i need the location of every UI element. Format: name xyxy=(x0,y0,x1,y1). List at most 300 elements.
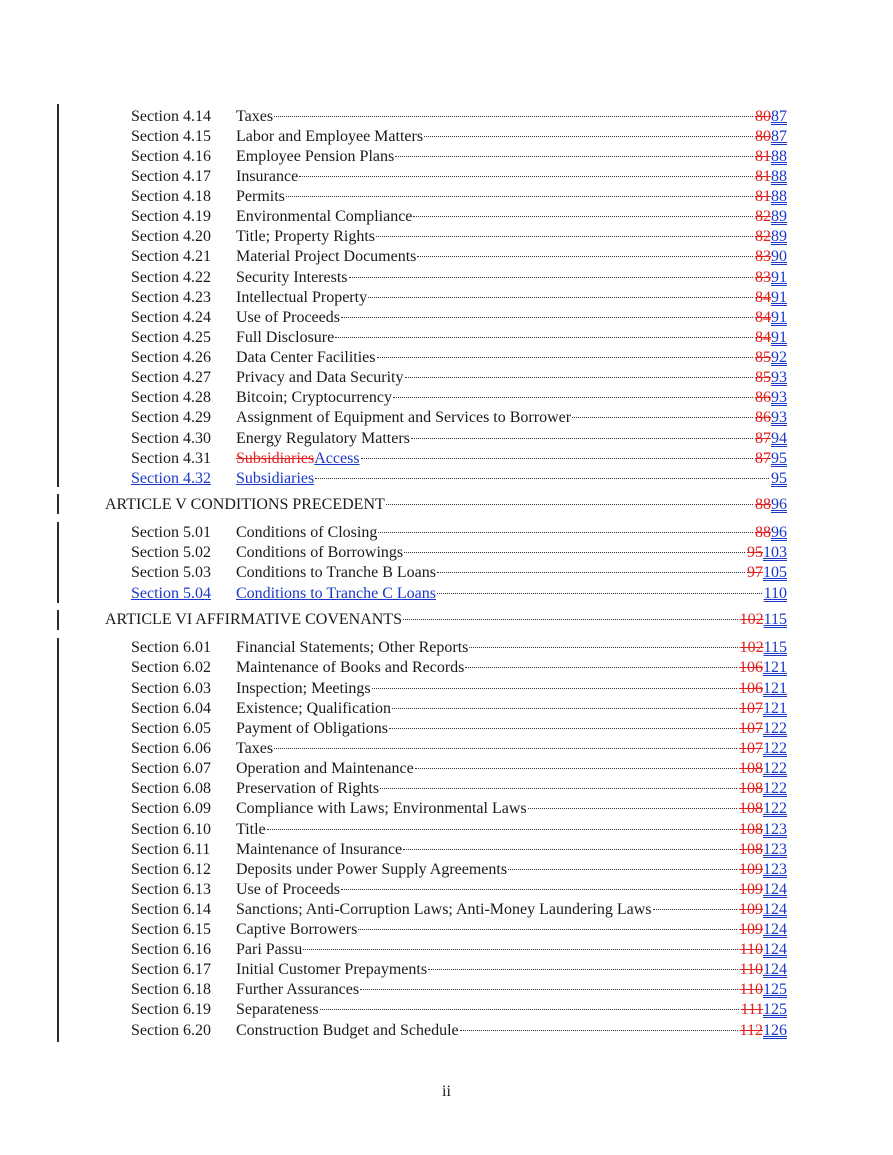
old-page-number: 108 xyxy=(739,821,763,838)
section-number: Section 6.07 xyxy=(131,760,211,777)
entry-title: Taxes xyxy=(236,108,274,125)
change-bar xyxy=(57,494,59,514)
section-number: Section 6.02 xyxy=(131,659,211,676)
toc-section-entry[interactable] xyxy=(131,759,787,779)
dot-leader xyxy=(392,708,737,709)
page-reference xyxy=(755,429,787,449)
old-page-number: 84 xyxy=(755,309,771,326)
toc-section-entry[interactable] xyxy=(131,127,787,147)
toc-section-entry[interactable] xyxy=(131,900,787,920)
old-page-number: 81 xyxy=(755,168,771,185)
toc-section-entry[interactable] xyxy=(131,719,787,739)
new-page-number: 89 xyxy=(771,228,787,245)
page-reference xyxy=(740,638,787,658)
entry-title: Taxes xyxy=(236,740,274,757)
page-reference xyxy=(741,1000,787,1020)
toc-section-entry[interactable] xyxy=(131,563,787,583)
dot-leader xyxy=(380,788,737,789)
dot-leader xyxy=(377,357,753,358)
old-page-number: 111 xyxy=(740,1001,763,1018)
old-page-number: 82 xyxy=(755,208,771,225)
entry-title: Preservation of Rights xyxy=(236,780,380,797)
page-reference xyxy=(747,543,787,563)
entry-title: Construction Budget and Schedule xyxy=(236,1022,459,1039)
new-page-number: 93 xyxy=(771,409,787,426)
dot-leader xyxy=(267,829,737,830)
new-page-number: 95 xyxy=(771,450,787,467)
dot-leader xyxy=(389,728,737,729)
new-page-number: 123 xyxy=(763,821,787,838)
section-number: Section 6.03 xyxy=(131,680,211,697)
page-reference xyxy=(740,940,787,960)
entry-title: Conditions to Tranche B Loans xyxy=(236,564,437,581)
new-page-number: 122 xyxy=(763,740,787,757)
toc-section-entry[interactable] xyxy=(131,523,787,543)
new-page-number: 88 xyxy=(771,148,787,165)
new-page-number: 96 xyxy=(771,524,787,541)
new-page-number: 92 xyxy=(771,349,787,366)
old-page-number: 84 xyxy=(755,289,771,306)
entry-title: ARTICLE VI AFFIRMATIVE COVENANTS xyxy=(105,611,402,628)
entry-title: Separateness xyxy=(236,1001,319,1018)
entry-title: Bitcoin; Cryptocurrency xyxy=(236,389,392,406)
toc-section-entry[interactable] xyxy=(131,408,787,428)
dot-leader xyxy=(303,949,737,950)
page-reference xyxy=(740,980,787,1000)
section-number: Section 5.02 xyxy=(131,544,211,561)
old-page-number: 107 xyxy=(739,720,763,737)
dot-leader xyxy=(335,337,753,338)
page-reference xyxy=(755,368,787,388)
entry-title: Financial Statements; Other Reports xyxy=(236,639,469,656)
dot-leader xyxy=(572,417,753,418)
entry-title: Further Assurances xyxy=(236,981,360,998)
section-number: Section 4.18 xyxy=(131,188,211,205)
entry-title: Title; Property Rights xyxy=(236,228,375,245)
new-page-number: 95 xyxy=(771,470,787,487)
new-page-number: 88 xyxy=(771,168,787,185)
toc-section-entry[interactable] xyxy=(131,799,787,819)
dot-leader xyxy=(437,572,745,573)
old-page-number: 88 xyxy=(755,524,771,541)
page-reference xyxy=(740,1021,787,1041)
page-reference xyxy=(740,610,787,630)
dot-leader xyxy=(395,156,753,157)
entry-title: Compliance with Laws; Environmental Laws xyxy=(236,800,527,817)
entry-title: Assignment of Equipment and Services to Borrower xyxy=(236,409,572,426)
page-reference xyxy=(739,820,787,840)
old-page-number: 86 xyxy=(755,389,771,406)
entry-title: Employee Pension Plans xyxy=(236,148,395,165)
toc-section-entry[interactable] xyxy=(131,247,787,267)
page-reference xyxy=(739,779,787,799)
toc-section-entry[interactable] xyxy=(131,288,787,308)
entry-title: Maintenance of Books and Records xyxy=(236,659,465,676)
dot-leader xyxy=(469,647,737,648)
toc-section-entry[interactable] xyxy=(131,658,787,678)
section-number: Section 6.04 xyxy=(131,700,211,717)
change-bar xyxy=(57,610,59,630)
entry-title: Permits xyxy=(236,188,285,205)
section-number: Section 4.27 xyxy=(131,369,211,386)
section-number: Section 6.11 xyxy=(131,841,211,858)
page-reference xyxy=(755,523,787,543)
dot-leader xyxy=(378,532,753,533)
old-page-number: 106 xyxy=(739,659,763,676)
dot-leader xyxy=(349,277,753,278)
page-reference xyxy=(755,207,787,227)
entry-title: Material Project Documents xyxy=(236,248,417,265)
dot-leader xyxy=(360,989,738,990)
entry-title: ARTICLE V CONDITIONS PRECEDENT xyxy=(105,496,385,513)
dot-leader xyxy=(653,909,738,910)
old-page-number: 80 xyxy=(755,128,771,145)
toc-section-entry[interactable] xyxy=(131,308,787,328)
page-reference xyxy=(739,699,787,719)
toc-section-entry[interactable] xyxy=(131,207,787,227)
entry-title: Initial Customer Prepayments xyxy=(236,961,428,978)
new-page-number: 88 xyxy=(771,188,787,205)
page-reference xyxy=(755,187,787,207)
page-reference xyxy=(755,127,787,147)
toc-section-entry[interactable] xyxy=(131,268,787,288)
toc-section-entry[interactable] xyxy=(131,543,787,563)
dot-leader xyxy=(460,1030,738,1031)
entry-title: Use of Proceeds xyxy=(236,881,340,898)
dot-leader xyxy=(393,397,753,398)
new-page-number: 124 xyxy=(763,901,787,918)
toc-section-entry[interactable] xyxy=(131,1021,787,1041)
entry-title: Deposits under Power Supply Agreements xyxy=(236,861,508,878)
section-number: Section 6.13 xyxy=(131,881,211,898)
dot-leader xyxy=(358,929,737,930)
page-reference xyxy=(755,408,787,428)
toc-section-entry[interactable] xyxy=(131,187,787,207)
page-reference xyxy=(755,449,787,469)
new-page-number: 115 xyxy=(763,611,787,628)
new-page-number: 121 xyxy=(763,700,787,717)
old-page-number: 108 xyxy=(739,780,763,797)
page-reference xyxy=(747,563,787,583)
old-page-number: 81 xyxy=(755,188,771,205)
section-number: Section 5.03 xyxy=(131,564,211,581)
toc-section-entry[interactable] xyxy=(131,328,787,348)
entry-title: Environmental Compliance xyxy=(236,208,413,225)
old-page-number: 85 xyxy=(755,349,771,366)
toc-section-entry[interactable] xyxy=(131,147,787,167)
entry-title: Conditions to Tranche C Loans xyxy=(236,585,437,602)
page-reference xyxy=(739,799,787,819)
new-page-number: 93 xyxy=(771,369,787,386)
old-page-number: 107 xyxy=(739,700,763,717)
section-number: Section 4.24 xyxy=(131,309,211,326)
page-reference xyxy=(755,495,787,515)
toc-section-entry[interactable] xyxy=(131,860,787,880)
page-reference xyxy=(739,920,787,940)
toc-section-entry[interactable] xyxy=(131,960,787,980)
old-page-number: 107 xyxy=(739,740,763,757)
old-page-number: 97 xyxy=(747,564,763,581)
section-number: Section 4.15 xyxy=(131,128,211,145)
inserted-title-text: Access xyxy=(314,450,360,467)
old-page-number: 102 xyxy=(739,611,764,628)
old-page-number: 109 xyxy=(739,901,763,918)
toc-section-entry[interactable] xyxy=(131,679,787,699)
page-reference xyxy=(739,880,787,900)
section-number: Section 5.01 xyxy=(131,524,211,541)
old-page-number: 108 xyxy=(739,841,763,858)
change-bar xyxy=(57,104,59,487)
old-page-number: 87 xyxy=(755,450,771,467)
dot-leader xyxy=(528,808,737,809)
new-page-number: 94 xyxy=(771,430,787,447)
page-reference xyxy=(739,739,787,759)
section-number: Section 4.22 xyxy=(131,269,211,286)
new-page-number: 96 xyxy=(771,496,787,513)
section-number: Section 6.20 xyxy=(131,1022,211,1039)
page-reference xyxy=(755,107,787,127)
section-number: Section 5.04 xyxy=(131,585,211,602)
old-page-number: 88 xyxy=(755,496,771,513)
old-page-number: 85 xyxy=(755,369,771,386)
entry-title: Title xyxy=(236,821,266,838)
dot-leader xyxy=(404,552,745,553)
toc-section-entry[interactable] xyxy=(131,449,787,469)
toc-section-entry[interactable] xyxy=(131,940,787,960)
page-reference xyxy=(739,679,787,699)
toc-section-entry[interactable] xyxy=(131,469,787,489)
new-page-number: 123 xyxy=(763,861,787,878)
section-number: Section 6.06 xyxy=(131,740,211,757)
toc-section-entry[interactable] xyxy=(131,699,787,719)
new-page-number: 91 xyxy=(771,329,787,346)
toc-section-entry[interactable] xyxy=(131,880,787,900)
old-page-number: 110 xyxy=(739,961,763,978)
section-number: Section 6.18 xyxy=(131,981,211,998)
old-page-number: 109 xyxy=(739,921,763,938)
dot-leader xyxy=(437,593,762,594)
entry-title: Intellectual Property xyxy=(236,289,368,306)
section-number: Section 6.15 xyxy=(131,921,211,938)
new-page-number: 122 xyxy=(763,780,787,797)
entry-title: Full Disclosure xyxy=(236,329,335,346)
entry-title: Existence; Qualification xyxy=(236,700,392,717)
page-reference xyxy=(755,167,787,187)
old-page-number: 84 xyxy=(755,329,771,346)
entry-title: Captive Borrowers xyxy=(236,921,358,938)
toc-section-entry[interactable] xyxy=(131,107,787,127)
toc-article-entry[interactable] xyxy=(105,495,787,515)
dot-leader xyxy=(403,619,738,620)
page-reference xyxy=(739,840,787,860)
old-page-number: 82 xyxy=(755,228,771,245)
toc-section-entry[interactable] xyxy=(131,920,787,940)
toc-section-entry[interactable] xyxy=(131,388,787,408)
old-page-number: 81 xyxy=(755,148,771,165)
new-page-number: 123 xyxy=(763,841,787,858)
dot-leader xyxy=(508,869,737,870)
change-bar xyxy=(57,638,59,1042)
entry-title: Subsidiaries xyxy=(236,470,315,487)
old-page-number: 80 xyxy=(755,108,771,125)
dot-leader xyxy=(424,136,753,137)
entry-title: Security Interests xyxy=(236,269,348,286)
toc-section-entry[interactable] xyxy=(131,820,787,840)
entry-title: Inspection; Meetings xyxy=(236,680,371,697)
old-page-number: 109 xyxy=(739,861,763,878)
toc-section-entry[interactable] xyxy=(131,429,787,449)
page-reference xyxy=(755,348,787,368)
old-page-number: 110 xyxy=(739,941,763,958)
entry-title: Pari Passu xyxy=(236,941,303,958)
page-reference xyxy=(771,469,787,489)
toc-section-entry[interactable] xyxy=(131,348,787,368)
new-page-number: 90 xyxy=(771,248,787,265)
section-number: Section 4.30 xyxy=(131,430,211,447)
new-page-number: 115 xyxy=(763,639,787,656)
section-number: Section 6.09 xyxy=(131,800,211,817)
page-reference xyxy=(739,658,787,678)
section-number: Section 6.19 xyxy=(131,1001,211,1018)
dot-leader xyxy=(361,458,753,459)
entry-title: Insurance xyxy=(236,168,299,185)
new-page-number: 105 xyxy=(763,564,787,581)
toc-section-entry[interactable] xyxy=(131,840,787,860)
deleted-title-text: Subsidiaries xyxy=(236,450,315,467)
dot-leader xyxy=(405,377,754,378)
page-reference xyxy=(755,308,787,328)
dot-leader xyxy=(368,297,753,298)
page-reference xyxy=(739,719,787,739)
page-reference xyxy=(755,328,787,348)
entry-title: Sanctions; Anti-Corruption Laws; Anti-Money Laundering Laws xyxy=(236,901,652,918)
dot-leader xyxy=(320,1009,739,1010)
section-number: Section 4.26 xyxy=(131,349,211,366)
entry-title: Conditions of Closing xyxy=(236,524,378,541)
toc-section-entry[interactable] xyxy=(131,980,787,1000)
section-number: Section 6.16 xyxy=(131,941,211,958)
section-number: Section 4.17 xyxy=(131,168,211,185)
section-number: Section 6.14 xyxy=(131,901,211,918)
page-reference xyxy=(764,584,787,604)
entry-title: Payment of Obligations xyxy=(236,720,388,737)
new-page-number: 124 xyxy=(763,921,787,938)
page-reference xyxy=(739,759,787,779)
dot-leader xyxy=(415,768,737,769)
new-page-number: 121 xyxy=(763,659,787,676)
old-page-number: 95 xyxy=(747,544,763,561)
page-reference xyxy=(755,147,787,167)
old-page-number: 108 xyxy=(739,800,763,817)
section-number: Section 6.01 xyxy=(131,639,211,656)
section-number: Section 6.12 xyxy=(131,861,211,878)
dot-leader xyxy=(465,667,737,668)
old-page-number: 108 xyxy=(739,760,763,777)
toc-section-entry[interactable] xyxy=(131,167,787,187)
toc-section-entry[interactable] xyxy=(131,739,787,759)
page-reference xyxy=(755,288,787,308)
section-number: Section 4.21 xyxy=(131,248,211,265)
new-page-number: 103 xyxy=(763,544,787,561)
entry-title: Conditions of Borrowings xyxy=(236,544,404,561)
toc-section-entry[interactable] xyxy=(131,227,787,247)
change-bar xyxy=(57,522,59,603)
section-number: Section 4.14 xyxy=(131,108,211,125)
toc-section-entry[interactable] xyxy=(131,1000,787,1020)
dot-leader xyxy=(386,504,753,505)
toc-section-entry[interactable] xyxy=(131,779,787,799)
entry-title: Data Center Facilities xyxy=(236,349,376,366)
new-page-number: 121 xyxy=(763,680,787,697)
section-number: Section 6.17 xyxy=(131,961,211,978)
toc-article-entry[interactable] xyxy=(105,610,787,630)
toc-section-entry[interactable] xyxy=(131,584,787,604)
dot-leader xyxy=(417,256,753,257)
old-page-number: 106 xyxy=(739,680,763,697)
new-page-number: 124 xyxy=(763,961,787,978)
new-page-number: 93 xyxy=(771,389,787,406)
section-number: Section 4.29 xyxy=(131,409,211,426)
new-page-number: 125 xyxy=(763,981,787,998)
page-reference xyxy=(739,860,787,880)
dot-leader xyxy=(274,116,753,117)
entry-title: Labor and Employee Matters xyxy=(236,128,424,145)
dot-leader xyxy=(411,438,753,439)
page-reference xyxy=(755,227,787,247)
old-page-number: 102 xyxy=(739,639,764,656)
old-page-number: 83 xyxy=(755,248,771,265)
section-number: Section 4.31 xyxy=(131,450,211,467)
dot-leader xyxy=(286,196,753,197)
section-number: Section 4.20 xyxy=(131,228,211,245)
new-page-number: 110 xyxy=(763,585,787,602)
toc-section-entry[interactable] xyxy=(131,368,787,388)
old-page-number: 110 xyxy=(739,981,763,998)
entry-title: Use of Proceeds xyxy=(236,309,340,326)
page-reference xyxy=(739,900,787,920)
new-page-number: 89 xyxy=(771,208,787,225)
section-number: Section 4.23 xyxy=(131,289,211,306)
old-page-number: 83 xyxy=(755,269,771,286)
dot-leader xyxy=(403,849,737,850)
new-page-number: 91 xyxy=(771,269,787,286)
old-page-number: 109 xyxy=(739,881,763,898)
entry-title: Privacy and Data Security xyxy=(236,369,404,386)
old-page-number: 86 xyxy=(755,409,771,426)
new-page-number: 91 xyxy=(771,309,787,326)
new-page-number: 122 xyxy=(763,800,787,817)
toc-section-entry[interactable] xyxy=(131,638,787,658)
old-page-number: 87 xyxy=(755,430,771,447)
page-reference xyxy=(755,247,787,267)
new-page-number: 126 xyxy=(763,1022,787,1039)
new-page-number: 125 xyxy=(763,1001,787,1018)
dot-leader xyxy=(413,216,753,217)
dot-leader xyxy=(274,748,737,749)
entry-title xyxy=(236,449,360,469)
new-page-number: 91 xyxy=(771,289,787,306)
section-number: Section 4.28 xyxy=(131,389,211,406)
new-page-number: 122 xyxy=(763,760,787,777)
entry-title: Maintenance of Insurance xyxy=(236,841,403,858)
entry-title: Energy Regulatory Matters xyxy=(236,430,410,447)
section-number: Section 4.25 xyxy=(131,329,211,346)
section-number: Section 6.10 xyxy=(131,821,211,838)
new-page-number: 87 xyxy=(771,108,787,125)
old-page-number: 112 xyxy=(739,1022,763,1039)
dot-leader xyxy=(376,236,753,237)
dot-leader xyxy=(315,478,769,479)
